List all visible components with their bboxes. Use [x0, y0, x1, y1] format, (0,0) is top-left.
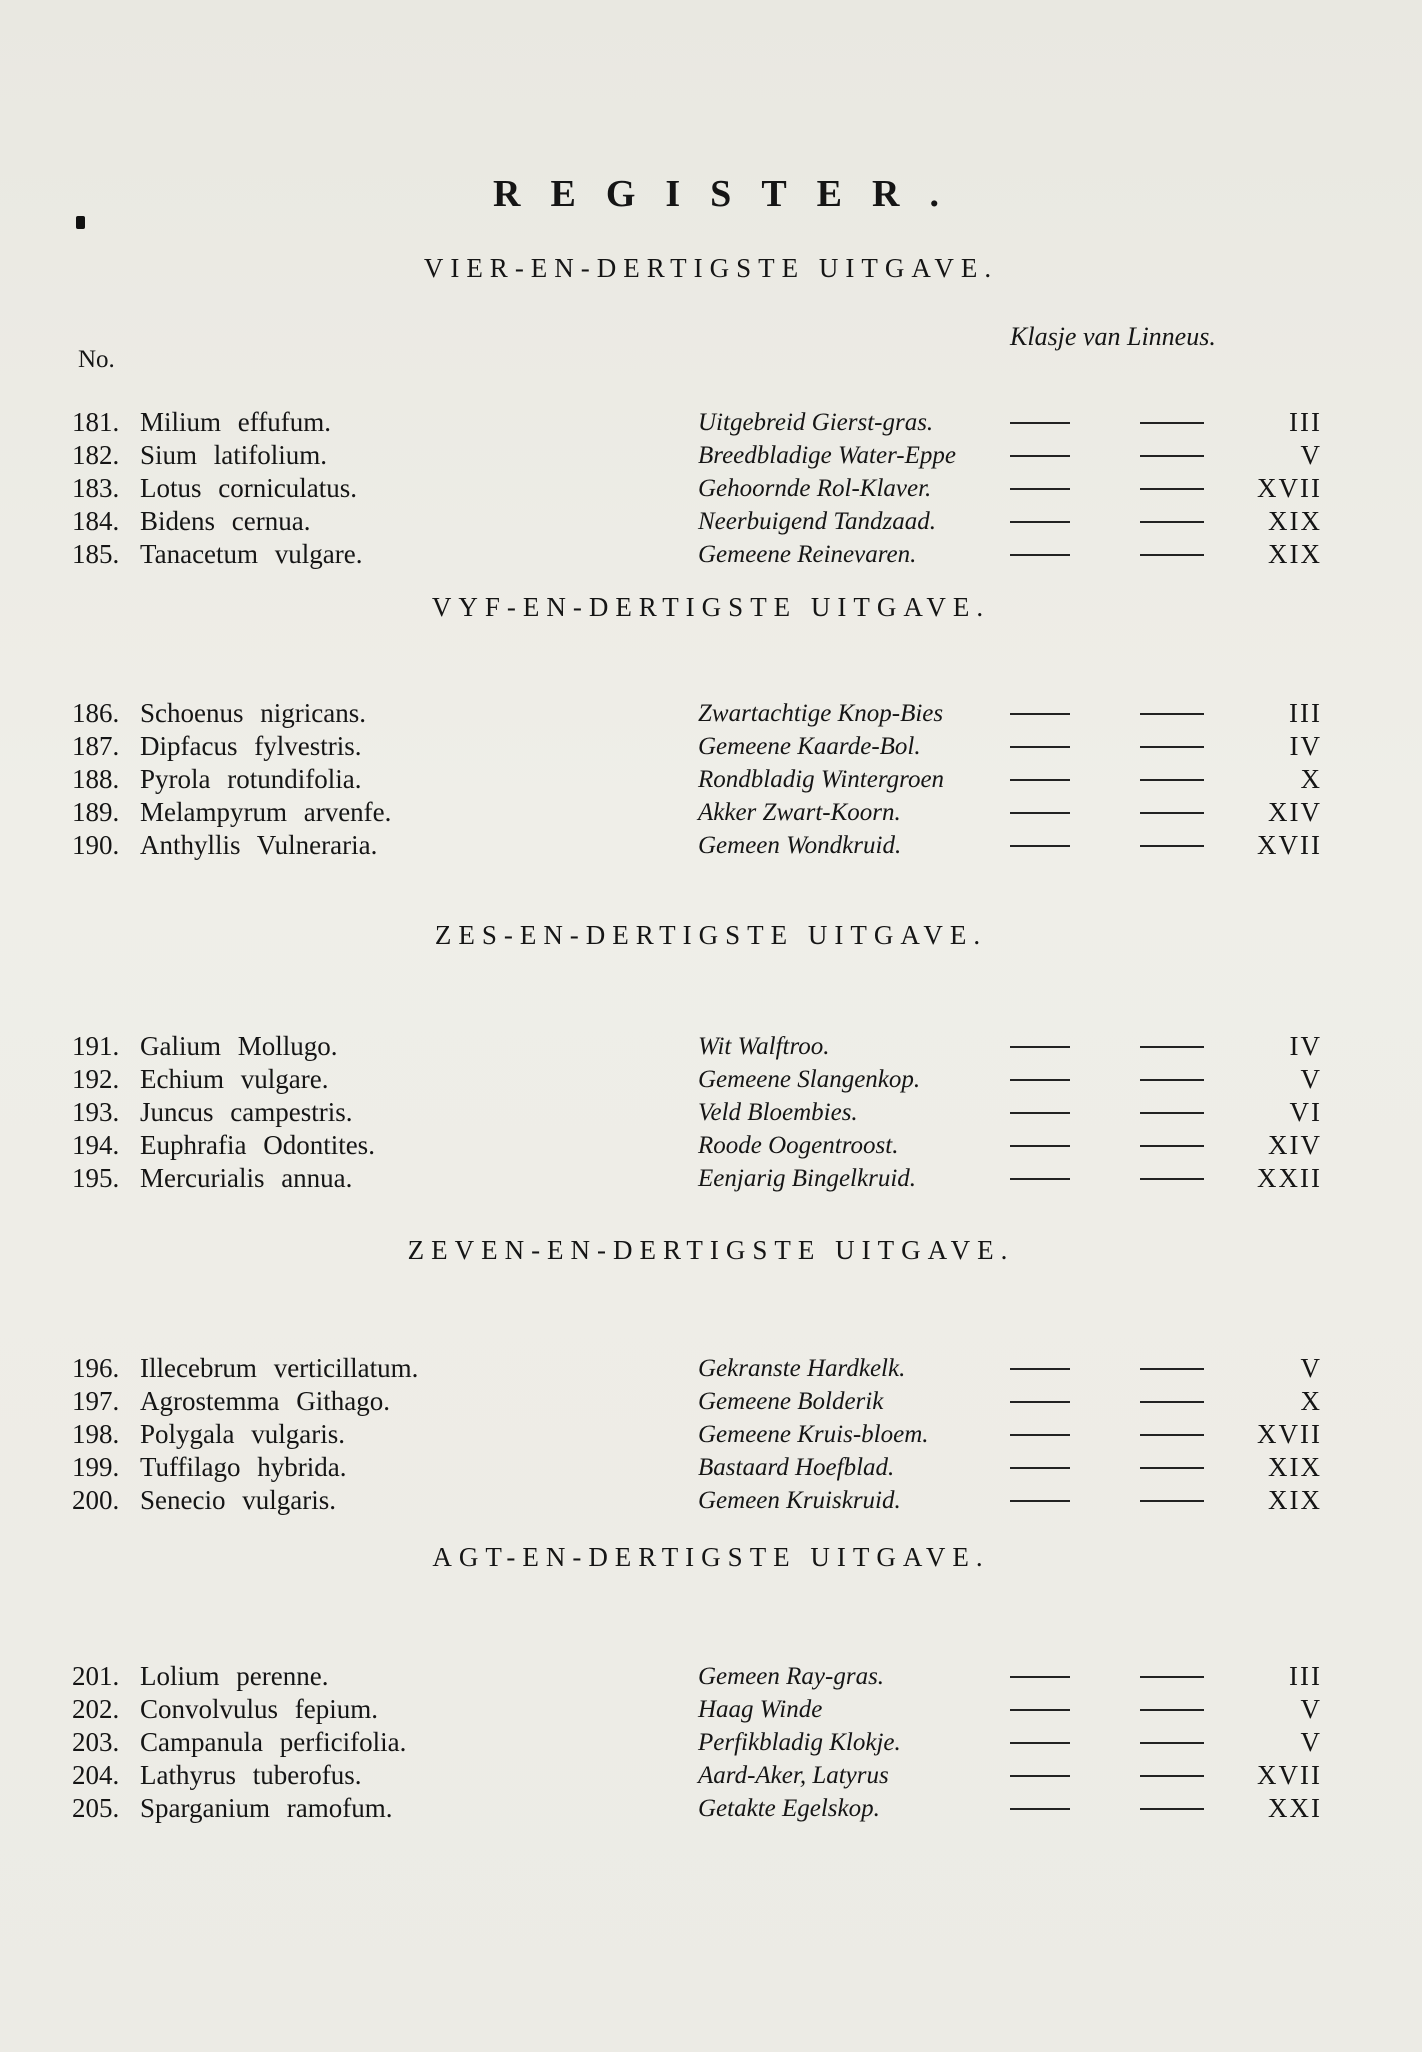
dutch-name: Aard-Aker, Latyrus — [698, 1762, 889, 1789]
register-entry — [0, 1759, 1422, 1792]
leader-dash — [1140, 779, 1204, 781]
leader-dash — [1140, 1046, 1204, 1048]
latin-name: Milium effufum. — [140, 407, 331, 437]
dutch-name: Zwartachtige Knop-Bies — [698, 700, 944, 727]
leader-dash — [1010, 1368, 1070, 1370]
latin-name: Convolvulus fepium. — [140, 1694, 378, 1724]
leader-dash — [1010, 521, 1070, 523]
dutch-name: Neerbuigend Tandzaad. — [698, 508, 936, 535]
section-38 — [0, 1537, 1422, 1825]
register-entry — [0, 1693, 1422, 1726]
entry-number: 188. — [72, 764, 120, 794]
leader-dash — [1140, 1434, 1204, 1436]
dutch-name: Gemeen Ray-gras. — [698, 1663, 885, 1690]
leader-dash — [1140, 746, 1204, 748]
entry-list — [0, 697, 1422, 862]
leader-dash — [1010, 779, 1070, 781]
dutch-name: Haag Winde — [698, 1696, 823, 1723]
leader-dash — [1140, 845, 1204, 847]
leader-dash — [1010, 455, 1070, 457]
latin-name: Sium latifolium. — [140, 440, 328, 470]
linnaeus-class: XIV — [1268, 1130, 1322, 1160]
linnaeus-class: V — [1300, 1694, 1322, 1724]
latin-name: Bidens cernua. — [140, 506, 311, 536]
dutch-name: Gemeene Bolderik — [698, 1388, 884, 1415]
entry-number: 182. — [72, 440, 120, 470]
dutch-name: Gemeene Kaarde-Bol. — [698, 733, 921, 760]
latin-name: Polygala vulgaris. — [140, 1419, 345, 1449]
latin-name: Senecio vulgaris. — [140, 1485, 336, 1515]
dutch-name: Akker Zwart-Koorn. — [698, 799, 901, 826]
class-column-header: Klasje van Linneus. — [1010, 322, 1216, 351]
linnaeus-class: XVII — [1257, 473, 1322, 503]
latin-name: Lolium perenne. — [140, 1661, 329, 1691]
leader-dash — [1140, 422, 1204, 424]
leader-dash — [1010, 1401, 1070, 1403]
register-entry — [0, 1484, 1422, 1517]
latin-name: Lathyrus tuberofus. — [140, 1760, 362, 1790]
leader-dash — [1010, 1145, 1070, 1147]
leader-dash — [1010, 1046, 1070, 1048]
section-37 — [0, 1230, 1422, 1517]
entry-number: 205. — [72, 1793, 120, 1823]
leader-dash — [1010, 746, 1070, 748]
entry-number: 200. — [72, 1485, 120, 1515]
latin-name: Galium Mollugo. — [140, 1031, 338, 1061]
leader-dash — [1140, 1709, 1204, 1711]
register-entry — [0, 439, 1422, 472]
linnaeus-class: IV — [1289, 1031, 1322, 1061]
linnaeus-class: X — [1300, 764, 1322, 794]
entry-number: 197. — [72, 1386, 120, 1416]
register-entry — [0, 1451, 1422, 1484]
latin-name: Anthyllis Vulneraria. — [140, 830, 378, 860]
entry-number: 203. — [72, 1727, 120, 1757]
register-entry — [0, 472, 1422, 505]
latin-name: Agrostemma Githago. — [140, 1386, 390, 1416]
leader-dash — [1140, 1742, 1204, 1744]
section-35 — [0, 587, 1422, 862]
leader-dash — [1010, 488, 1070, 490]
dutch-name: Breedbladige Water-Eppe — [698, 442, 956, 469]
leader-dash — [1010, 1709, 1070, 1711]
latin-name: Juncus campestris. — [140, 1097, 353, 1127]
leader-dash — [1010, 1500, 1070, 1502]
entry-number: 195. — [72, 1163, 120, 1193]
register-entry — [0, 763, 1422, 796]
linnaeus-class: V — [1300, 1353, 1322, 1383]
section-36 — [0, 915, 1422, 1195]
register-entry — [0, 1660, 1422, 1693]
entry-number: 201. — [72, 1661, 120, 1691]
register-entry — [0, 1726, 1422, 1759]
latin-name: Echium vulgare. — [140, 1064, 329, 1094]
register-entry — [0, 1418, 1422, 1451]
latin-name: Campanula perficifolia. — [140, 1727, 407, 1757]
latin-name: Illecebrum verticillatum. — [140, 1353, 419, 1383]
leader-dash — [1010, 1742, 1070, 1744]
leader-dash — [1140, 1467, 1204, 1469]
dutch-name: Perfikbladig Klokje. — [698, 1729, 901, 1756]
leader-dash — [1140, 455, 1204, 457]
linnaeus-class: V — [1300, 1064, 1322, 1094]
section-title: VIER-EN-DERTIGSTE UITGAVE. — [423, 253, 999, 283]
linnaeus-class: III — [1289, 698, 1322, 728]
dutch-name: Veld Bloembies. — [698, 1099, 858, 1126]
leader-dash — [1010, 713, 1070, 715]
register-entry — [0, 1096, 1422, 1129]
linnaeus-class: XVII — [1257, 1760, 1322, 1790]
latin-name: Melampyrum arvenfe. — [140, 797, 392, 827]
entry-list — [0, 406, 1422, 571]
linnaeus-class: XIX — [1268, 1485, 1322, 1515]
latin-name: Sparganium ramofum. — [140, 1793, 393, 1823]
dutch-name: Gemeen Wondkruid. — [698, 832, 902, 859]
dutch-name: Eenjarig Bingelkruid. — [698, 1165, 917, 1192]
leader-dash — [1140, 1368, 1204, 1370]
leader-dash — [1140, 554, 1204, 556]
entry-number: 181. — [72, 407, 120, 437]
latin-name: Dipfacus fylvestris. — [140, 731, 362, 761]
entry-list — [0, 1030, 1422, 1195]
linnaeus-class: V — [1300, 1727, 1322, 1757]
register-entry — [0, 730, 1422, 763]
leader-dash — [1140, 1079, 1204, 1081]
leader-dash — [1140, 1808, 1204, 1810]
linnaeus-class: III — [1289, 407, 1322, 437]
register-entry — [0, 1162, 1422, 1195]
register-entry — [0, 1792, 1422, 1825]
entry-number: 191. — [72, 1031, 120, 1061]
entry-number: 192. — [72, 1064, 120, 1094]
latin-name: Euphrafia Odontites. — [140, 1130, 375, 1160]
dutch-name: Gemeene Kruis-bloem. — [698, 1421, 929, 1448]
entry-number: 204. — [72, 1760, 120, 1790]
printers-mark — [76, 216, 85, 229]
register-entry — [0, 406, 1422, 439]
leader-dash — [1140, 1676, 1204, 1678]
entry-number: 190. — [72, 830, 120, 860]
section-title: ZES-EN-DERTIGSTE UITGAVE. — [434, 920, 988, 950]
register-entry — [0, 796, 1422, 829]
register-entry — [0, 829, 1422, 862]
leader-dash — [1140, 1401, 1204, 1403]
leader-dash — [1140, 713, 1204, 715]
linnaeus-class: XIX — [1268, 506, 1322, 536]
linnaeus-class: XIX — [1268, 1452, 1322, 1482]
entry-number: 186. — [72, 698, 120, 728]
leader-dash — [1140, 1500, 1204, 1502]
entry-list — [0, 1660, 1422, 1825]
dutch-name: Uitgebreid Gierst-gras. — [698, 409, 934, 436]
leader-dash — [1140, 1775, 1204, 1777]
linnaeus-class: XIV — [1268, 797, 1322, 827]
linnaeus-class: V — [1300, 440, 1322, 470]
entry-number: 198. — [72, 1419, 120, 1449]
register-entry — [0, 1352, 1422, 1385]
leader-dash — [1140, 812, 1204, 814]
latin-name: Schoenus nigricans. — [140, 698, 366, 728]
linnaeus-class: XXI — [1268, 1793, 1322, 1823]
dutch-name: Gehoornde Rol-Klaver. — [698, 475, 932, 502]
entry-number: 185. — [72, 539, 120, 569]
latin-name: Mercurialis annua. — [140, 1163, 353, 1193]
register-entry — [0, 1385, 1422, 1418]
linnaeus-class: XVII — [1257, 830, 1322, 860]
linnaeus-class: VI — [1289, 1097, 1322, 1127]
dutch-name: Gekranste Hardkelk. — [698, 1355, 906, 1382]
entry-number: 183. — [72, 473, 120, 503]
dutch-name: Bastaard Hoefblad. — [698, 1454, 895, 1481]
leader-dash — [1140, 1145, 1204, 1147]
linnaeus-class: III — [1289, 1661, 1322, 1691]
dutch-name: Gemeen Kruiskruid. — [698, 1487, 901, 1514]
entry-number: 193. — [72, 1097, 120, 1127]
leader-dash — [1010, 1775, 1070, 1777]
leader-dash — [1140, 1112, 1204, 1114]
latin-name: Lotus corniculatus. — [140, 473, 357, 503]
section-title: AGT-EN-DERTIGSTE UITGAVE. — [432, 1542, 990, 1572]
entry-number: 187. — [72, 731, 120, 761]
leader-dash — [1010, 1676, 1070, 1678]
leader-dash — [1010, 1434, 1070, 1436]
register-entry — [0, 1063, 1422, 1096]
dutch-name: Rondbladig Wintergroen — [698, 766, 945, 793]
leader-dash — [1010, 845, 1070, 847]
dutch-name: Gemeene Reinevaren. — [698, 541, 917, 568]
entry-number: 196. — [72, 1353, 120, 1383]
leader-dash — [1010, 1467, 1070, 1469]
dutch-name: Getakte Egelskop. — [698, 1795, 880, 1822]
linnaeus-class: IV — [1289, 731, 1322, 761]
section-title: ZEVEN-EN-DERTIGSTE UITGAVE. — [407, 1235, 1015, 1265]
register-entry — [0, 697, 1422, 730]
dutch-name: Gemeene Slangenkop. — [698, 1066, 921, 1093]
linnaeus-class: XIX — [1268, 539, 1322, 569]
register-entry — [0, 1030, 1422, 1063]
dutch-name: Wit Walftroo. — [698, 1033, 830, 1060]
leader-dash — [1140, 1178, 1204, 1180]
section-34 — [0, 248, 1422, 571]
entry-number: 202. — [72, 1694, 120, 1724]
latin-name: Tanacetum vulgare. — [140, 539, 363, 569]
latin-name: Tuffilago hybrida. — [140, 1452, 347, 1482]
register-entry — [0, 1129, 1422, 1162]
dutch-name: Roode Oogentroost. — [698, 1132, 899, 1159]
leader-dash — [1010, 1079, 1070, 1081]
entry-number: 184. — [72, 506, 120, 536]
linnaeus-class: XVII — [1257, 1419, 1322, 1449]
entry-number: 189. — [72, 797, 120, 827]
linnaeus-class: XXII — [1257, 1163, 1322, 1193]
leader-dash — [1010, 1808, 1070, 1810]
leader-dash — [1010, 422, 1070, 424]
section-title: VYF-EN-DERTIGSTE UITGAVE. — [431, 592, 991, 622]
latin-name: Pyrola rotundifolia. — [140, 764, 362, 794]
entry-list — [0, 1352, 1422, 1517]
page-title: REGISTER. — [493, 173, 969, 215]
entry-number: 194. — [72, 1130, 120, 1160]
register-entry — [0, 538, 1422, 571]
leader-dash — [1010, 1112, 1070, 1114]
leader-dash — [1140, 488, 1204, 490]
entry-number: 199. — [72, 1452, 120, 1482]
number-column-header: No. — [78, 346, 115, 373]
leader-dash — [1010, 812, 1070, 814]
leader-dash — [1010, 554, 1070, 556]
linnaeus-class: X — [1300, 1386, 1322, 1416]
leader-dash — [1140, 521, 1204, 523]
register-entry — [0, 505, 1422, 538]
leader-dash — [1010, 1178, 1070, 1180]
